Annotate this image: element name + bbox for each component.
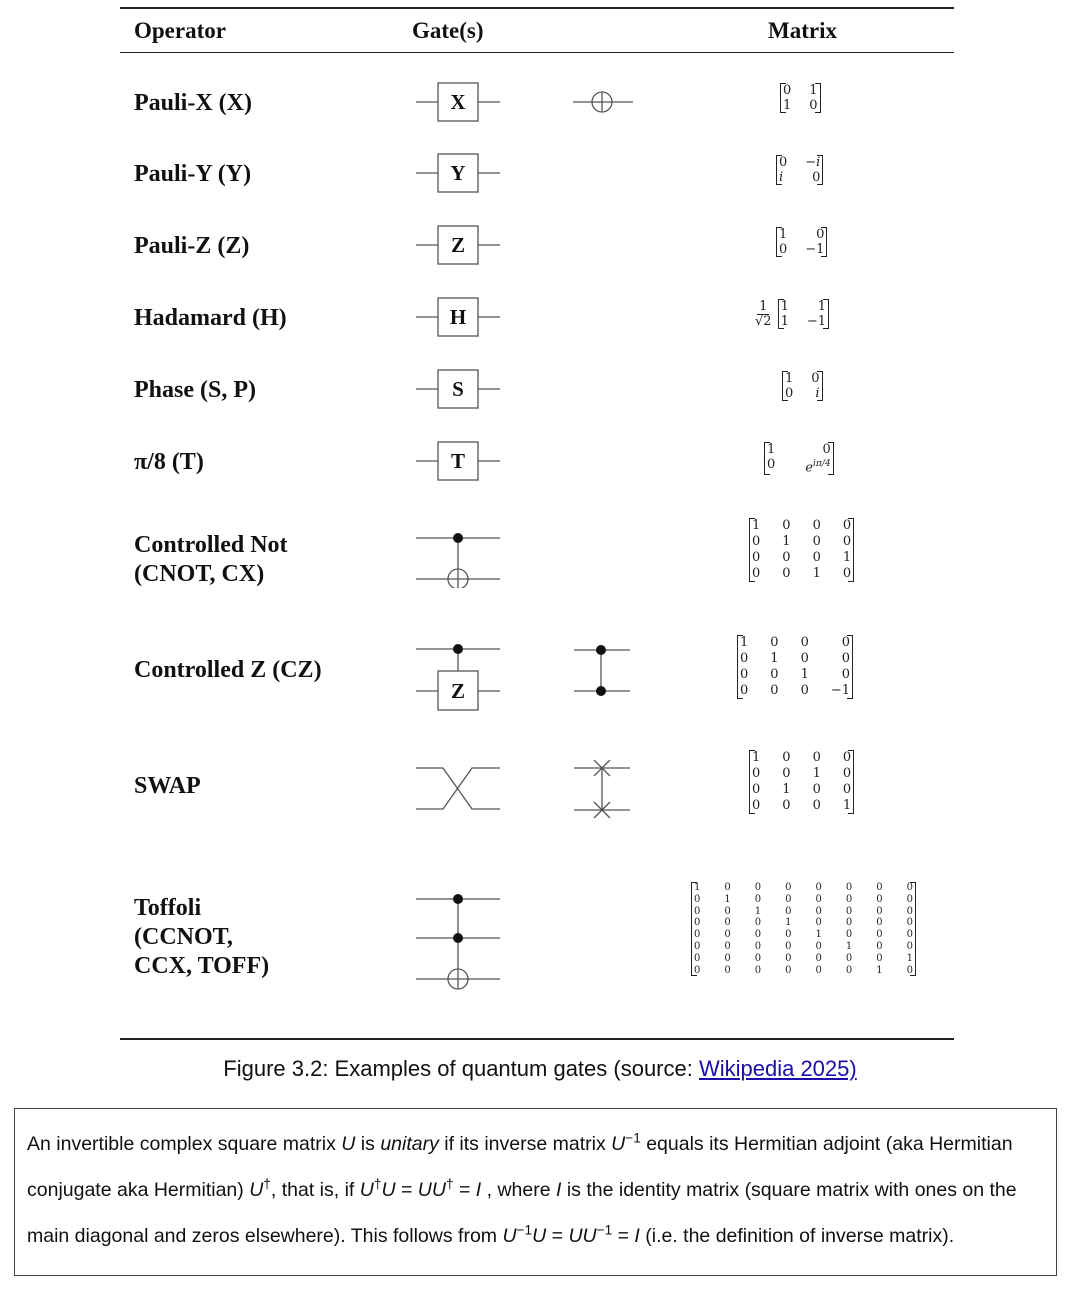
matrix-cell-r5-c1: 0 bbox=[724, 940, 731, 952]
hadamard-fraction bbox=[755, 300, 772, 329]
note-text-segment: An invertible complex square matrix bbox=[27, 1132, 342, 1155]
matrix-cell-r2-c1: 0 bbox=[724, 905, 731, 917]
note-superscript: † bbox=[445, 1176, 454, 1191]
gate-swap-cross-icon bbox=[416, 760, 500, 815]
matrix-cz bbox=[737, 635, 853, 699]
table-header-rule bbox=[120, 52, 954, 53]
matrix-cell-r0-c1: 1 bbox=[809, 83, 818, 98]
matrix-cell-r6-c0: 0 bbox=[694, 952, 701, 964]
matrix-cell-r5-c6: 0 bbox=[876, 940, 883, 952]
operator-swap: SWAP bbox=[134, 773, 201, 799]
matrix-cell-r5-c2: 0 bbox=[754, 940, 762, 952]
operator-pauli-x: Pauli-X (X) bbox=[134, 90, 252, 116]
matrix-cell-r1-c1: 1 bbox=[770, 651, 779, 666]
matrix-cell-r3-c1: 0 bbox=[724, 917, 731, 929]
header-operator: Operator bbox=[134, 18, 226, 43]
matrix-cell-r0-c2: 0 bbox=[800, 635, 809, 650]
matrix-cell-r2-c2: 1 bbox=[800, 667, 809, 682]
operator-toffoli-line-3: CCX, TOFF) bbox=[134, 953, 270, 979]
matrix-cell-r1-c4: 0 bbox=[815, 893, 822, 905]
matrix-cell-r1-c2: 1 bbox=[812, 766, 821, 781]
matrix-cell-r1-c1: 1 bbox=[724, 893, 731, 905]
matrix-cell-r4-c6: 0 bbox=[876, 929, 883, 941]
matrix-cell-r3-c3: 1 bbox=[842, 798, 852, 813]
matrix-cell-r3-c0: 0 bbox=[752, 798, 761, 813]
matrix-phase bbox=[782, 371, 823, 401]
matrix-cell-r2-c0: 0 bbox=[694, 905, 701, 917]
matrix-cell-r1-c1: 1 bbox=[782, 534, 791, 549]
note-math-symbol: U bbox=[611, 1132, 626, 1155]
matrix-grid bbox=[780, 83, 821, 113]
note-text-segment: , that is, if bbox=[270, 1178, 360, 1201]
matrix-cell-r3-c2: 0 bbox=[800, 683, 809, 698]
note-math-symbol: UU bbox=[417, 1178, 446, 1201]
matrix-cell-r1-c2: 0 bbox=[754, 893, 762, 905]
matrix-cell-r0-c0: 1 bbox=[785, 371, 794, 386]
matrix-cell-r7-c3: 0 bbox=[785, 964, 792, 976]
gate-toffoli-icon bbox=[416, 890, 500, 992]
note-math-symbol: UU bbox=[568, 1224, 597, 1247]
matrix-cell-r2-c2: 0 bbox=[812, 782, 821, 797]
matrix-pauli-y bbox=[776, 155, 823, 185]
matrix-cell-r0-c1: 0 bbox=[816, 227, 825, 242]
matrix-cell-r0-c2: 0 bbox=[812, 518, 821, 533]
matrix-cell-r1-c0: 0 bbox=[694, 893, 701, 905]
operator-cnot-line-2: (CNOT, CX) bbox=[134, 561, 265, 587]
matrix-cell-r0-c0: 1 bbox=[767, 442, 776, 457]
gate-h-label: H bbox=[449, 305, 467, 329]
matrix-cell-r2-c3: 0 bbox=[841, 667, 851, 682]
matrix-cell-r1-c3: 0 bbox=[842, 534, 852, 549]
matrix-cell-r1-c3: 0 bbox=[842, 766, 852, 781]
matrix-grid bbox=[737, 635, 853, 699]
matrix-toffoli bbox=[691, 882, 916, 976]
matrix-cell-r2-c5: 0 bbox=[845, 905, 853, 917]
caption-source-link[interactable]: Wikipedia 2025) bbox=[698, 1056, 857, 1081]
operator-cnot bbox=[134, 531, 288, 589]
matrix-cell-r1-c1: $e^{i\pi/4}$ bbox=[805, 459, 831, 476]
matrix-cell-r0-c1: 0 bbox=[811, 371, 820, 386]
matrix-cell-r0-c0: 0 bbox=[783, 83, 792, 98]
matrix-cell-r0-c2: 0 bbox=[812, 750, 821, 765]
note-text-segment: = bbox=[453, 1178, 476, 1201]
matrix-cell-r0-c6: 0 bbox=[876, 882, 883, 893]
matrix-cell-r3-c1: 0 bbox=[770, 683, 779, 698]
matrix-cell-r2-c4: 0 bbox=[815, 905, 822, 917]
matrix-grid bbox=[749, 750, 854, 814]
matrix-cell-r0-c1: −i bbox=[805, 155, 821, 170]
note-math-symbol: I bbox=[556, 1178, 562, 1201]
matrix-cell-r0-c1: 0 bbox=[724, 882, 731, 893]
gate-x-target-icon bbox=[573, 90, 633, 114]
header-gates: Gate(s) bbox=[412, 18, 484, 43]
matrix-cell-r3-c5: 0 bbox=[845, 917, 853, 929]
matrix-cell-r6-c6: 0 bbox=[876, 952, 883, 964]
operator-hadamard: Hadamard (H) bbox=[134, 305, 287, 331]
note-superscript: −1 bbox=[516, 1222, 533, 1237]
note-superscript: −1 bbox=[625, 1130, 641, 1145]
matrix-cell-r3-c7: 0 bbox=[906, 917, 913, 929]
matrix-cell-r3-c6: 0 bbox=[876, 917, 883, 929]
gate-z-label: Z bbox=[450, 233, 466, 257]
note-text-segment: equals its Hermitian adjoint (aka Hermitian conjugate aka Hermitian) bbox=[27, 1132, 1013, 1201]
matrix-cell-r2-c2: 1 bbox=[754, 905, 762, 917]
operator-toffoli-line-1: Toffoli bbox=[134, 895, 202, 921]
matrix-cell-r4-c3: 0 bbox=[785, 929, 792, 941]
note-math-symbol: U bbox=[381, 1178, 396, 1201]
gate-cnot-icon bbox=[416, 528, 500, 588]
note-math-symbol: unitary bbox=[380, 1132, 439, 1155]
note-text-segment: , where bbox=[481, 1178, 556, 1201]
matrix-cell-r3-c3: 0 bbox=[842, 566, 852, 581]
gate-x-box bbox=[416, 82, 500, 122]
matrix-cell-r2-c0: 0 bbox=[740, 667, 749, 682]
matrix-cell-r1-c5: 0 bbox=[845, 893, 853, 905]
matrix-cell-r3-c4: 0 bbox=[815, 917, 822, 929]
matrix-cell-r2-c3: 0 bbox=[842, 782, 852, 797]
gate-swap-x-icon bbox=[574, 760, 632, 820]
matrix-cell-r4-c0: 0 bbox=[694, 929, 701, 941]
matrix-cell-r0-c2: 0 bbox=[754, 882, 762, 893]
matrix-cell-r3-c0: 0 bbox=[694, 917, 701, 929]
note-text bbox=[27, 1130, 1017, 1247]
note-math-symbol: U bbox=[341, 1132, 356, 1155]
matrix-cell-r0-c1: 0 bbox=[782, 518, 791, 533]
matrix-grid bbox=[778, 299, 829, 329]
matrix-cell-r0-c3: 0 bbox=[842, 750, 852, 765]
gate-t-label: T bbox=[450, 449, 466, 473]
matrix-cell-r7-c2: 0 bbox=[754, 964, 762, 976]
matrix-cell-r5-c3: 0 bbox=[785, 940, 792, 952]
note-math-symbol: U bbox=[532, 1224, 547, 1247]
matrix-grid bbox=[776, 155, 823, 185]
matrix-cell-r6-c7: 1 bbox=[906, 952, 913, 964]
table-top-rule bbox=[120, 7, 954, 9]
matrix-cell-r3-c1: 0 bbox=[782, 798, 791, 813]
note-math-symbol: I bbox=[475, 1178, 482, 1201]
matrix-cell-r3-c2: 1 bbox=[812, 566, 821, 581]
gate-z-box bbox=[416, 225, 500, 265]
note-superscript: † bbox=[373, 1176, 382, 1191]
matrix-pauli-z bbox=[776, 227, 827, 257]
matrix-grid bbox=[691, 882, 916, 976]
matrix-cell-r3-c0: 0 bbox=[752, 566, 761, 581]
operator-toffoli-line-2: (CCNOT, bbox=[134, 924, 233, 950]
matrix-cell-r2-c3: 1 bbox=[842, 550, 852, 565]
matrix-cell-r0-c1: 0 bbox=[770, 635, 779, 650]
matrix-cell-r3-c1: 0 bbox=[782, 566, 791, 581]
note-math-symbol: U bbox=[359, 1178, 374, 1201]
operator-toffoli bbox=[134, 894, 269, 981]
matrix-cell-r0-c7: 0 bbox=[906, 882, 913, 893]
operator-phase: Phase (S, P) bbox=[134, 377, 256, 403]
matrix-cell-r6-c2: 0 bbox=[754, 952, 762, 964]
matrix-cell-r1-c1: −1 bbox=[806, 314, 827, 329]
note-math-symbol: I bbox=[634, 1224, 640, 1247]
note-text-segment: is bbox=[355, 1132, 381, 1155]
matrix-cell-r1-c0: 0 bbox=[779, 242, 788, 257]
caption-text: Figure 3.2: Examples of quantum gates (source: bbox=[223, 1056, 699, 1081]
operator-pauli-z: Pauli-Z (Z) bbox=[134, 233, 250, 259]
matrix-cell-r1-c2: 0 bbox=[812, 534, 821, 549]
header-matrix: Matrix bbox=[768, 18, 837, 43]
gate-cz-dots-icon bbox=[574, 640, 632, 700]
operator-cnot-line-1: Controlled Not bbox=[134, 532, 288, 558]
matrix-cell-r1-c7: 0 bbox=[906, 893, 913, 905]
note-superscript: † bbox=[263, 1176, 271, 1191]
matrix-swap bbox=[749, 750, 854, 814]
matrix-cell-r5-c7: 0 bbox=[906, 940, 913, 952]
matrix-cell-r2-c7: 0 bbox=[906, 905, 913, 917]
matrix-hadamard bbox=[755, 299, 829, 329]
note-superscript: −1 bbox=[596, 1222, 613, 1237]
hadamard-fraction-denominator: √2 bbox=[755, 313, 772, 329]
gate-cz-label: Z bbox=[450, 679, 466, 703]
matrix-cell-r1-c1: 0 bbox=[812, 170, 821, 185]
matrix-cell-r0-c0: 1 bbox=[694, 882, 701, 893]
table-bottom-rule bbox=[120, 1038, 954, 1040]
matrix-cell-r6-c1: 0 bbox=[724, 952, 731, 964]
gate-y-label: Y bbox=[450, 161, 466, 185]
note-text-segment: = bbox=[612, 1224, 635, 1247]
matrix-grid bbox=[782, 371, 823, 401]
matrix-cell-r2-c3: 0 bbox=[785, 905, 792, 917]
matrix-grid bbox=[776, 227, 827, 257]
matrix-cell-r7-c7: 0 bbox=[906, 964, 913, 976]
note-text-segment: = bbox=[546, 1224, 569, 1247]
matrix-cell-r2-c1: 0 bbox=[770, 667, 779, 682]
matrix-cell-r1-c6: 0 bbox=[876, 893, 883, 905]
matrix-grid bbox=[764, 442, 834, 475]
gate-cz-box-icon bbox=[416, 640, 500, 712]
note-text-segment: (i.e. the definition of inverse matrix). bbox=[639, 1224, 955, 1247]
operator-cz: Controlled Z (CZ) bbox=[134, 657, 322, 683]
matrix-cell-r3-c2: 0 bbox=[812, 798, 821, 813]
matrix-cell-r1-c0: 1 bbox=[783, 98, 792, 113]
matrix-grid bbox=[749, 518, 854, 582]
matrix-cell-r2-c0: 0 bbox=[752, 782, 761, 797]
matrix-cell-r1-c1: 0 bbox=[782, 766, 791, 781]
matrix-cell-r6-c3: 0 bbox=[785, 952, 792, 964]
matrix-cell-r1-c0: 0 bbox=[752, 766, 761, 781]
matrix-cell-r0-c3: 0 bbox=[785, 882, 792, 893]
note-text-segment: if its inverse matrix bbox=[438, 1132, 612, 1155]
matrix-pauli-x bbox=[780, 83, 821, 113]
matrix-cell-r7-c6: 1 bbox=[876, 964, 883, 976]
matrix-cell-r4-c5: 0 bbox=[845, 929, 853, 941]
matrix-cell-r0-c0: 1 bbox=[779, 227, 788, 242]
matrix-cell-r2-c0: 0 bbox=[752, 550, 761, 565]
matrix-cell-r0-c0: 1 bbox=[752, 750, 761, 765]
note-math-symbol: U bbox=[502, 1224, 517, 1247]
matrix-cnot bbox=[749, 518, 854, 582]
matrix-cell-r4-c1: 0 bbox=[724, 929, 731, 941]
matrix-cell-r0-c0: 1 bbox=[780, 299, 789, 314]
matrix-cell-r0-c0: 1 bbox=[740, 635, 749, 650]
gate-y-box bbox=[416, 153, 500, 193]
matrix-cell-r1-c0: 1 bbox=[780, 314, 789, 329]
matrix-cell-r2-c6: 0 bbox=[876, 905, 883, 917]
matrix-cell-r3-c2: 0 bbox=[754, 917, 762, 929]
matrix-cell-r5-c4: 0 bbox=[815, 940, 822, 952]
matrix-cell-r6-c5: 0 bbox=[845, 952, 853, 964]
matrix-t bbox=[764, 442, 834, 475]
matrix-cell-r5-c5: 1 bbox=[845, 940, 853, 952]
matrix-cell-r7-c5: 0 bbox=[845, 964, 853, 976]
matrix-cell-r3-c3: 1 bbox=[785, 917, 792, 929]
matrix-cell-r2-c1: 0 bbox=[782, 550, 791, 565]
matrix-cell-r0-c3: 0 bbox=[842, 518, 852, 533]
matrix-cell-r0-c1: 1 bbox=[817, 299, 827, 314]
gate-t-box bbox=[416, 441, 500, 481]
gate-s-box bbox=[416, 369, 500, 409]
matrix-cell-r7-c4: 0 bbox=[815, 964, 822, 976]
matrix-cell-r4-c7: 0 bbox=[906, 929, 913, 941]
note-text-segment: is the identity matrix (square matrix with ones on the main diagonal and zeros elsewhere). This follows from bbox=[27, 1178, 1017, 1247]
matrix-cell-r1-c0: 0 bbox=[767, 457, 776, 472]
matrix-cell-r0-c1: 0 bbox=[782, 750, 791, 765]
matrix-cell-r1-c1: 0 bbox=[809, 98, 818, 113]
matrix-cell-r1-c1: −1 bbox=[805, 242, 825, 257]
matrix-cell-r1-c3: 0 bbox=[841, 651, 851, 666]
matrix-cell-r4-c4: 1 bbox=[815, 929, 822, 941]
figure-caption bbox=[0, 1056, 1080, 1082]
matrix-cell-r0-c0: 0 bbox=[779, 155, 788, 170]
matrix-cell-r2-c1: 1 bbox=[782, 782, 791, 797]
operator-pauli-y: Pauli-Y (Y) bbox=[134, 161, 252, 187]
note-math-symbol: U bbox=[249, 1178, 264, 1201]
gate-s-label: S bbox=[452, 377, 464, 401]
matrix-cell-r0-c1: 0 bbox=[822, 442, 831, 457]
note-text-segment: = bbox=[395, 1178, 418, 1201]
matrix-cell-r3-c3: −1 bbox=[830, 683, 851, 698]
matrix-cell-r2-c2: 0 bbox=[812, 550, 821, 565]
matrix-cell-r0-c5: 0 bbox=[845, 882, 853, 893]
matrix-cell-r0-c3: 0 bbox=[841, 635, 851, 650]
matrix-cell-r1-c3: 0 bbox=[785, 893, 792, 905]
matrix-cell-r4-c2: 0 bbox=[754, 929, 762, 941]
matrix-cell-r1-c0: 0 bbox=[752, 534, 761, 549]
matrix-cell-r5-c0: 0 bbox=[694, 940, 701, 952]
matrix-cell-r0-c4: 0 bbox=[815, 882, 822, 893]
matrix-cell-r7-c0: 0 bbox=[694, 964, 701, 976]
matrix-cell-r1-c0: 0 bbox=[740, 651, 749, 666]
hadamard-fraction-numerator: 1 bbox=[759, 298, 768, 314]
matrix-cell-r3-c0: 0 bbox=[740, 683, 749, 698]
matrix-cell-r7-c1: 0 bbox=[724, 964, 731, 976]
gate-x-label: X bbox=[450, 90, 466, 114]
gate-h-box bbox=[416, 297, 500, 337]
matrix-cell-r1-c2: 0 bbox=[800, 651, 809, 666]
matrix-cell-r1-c0: i bbox=[779, 170, 784, 185]
matrix-cell-r1-c1: i bbox=[815, 386, 820, 401]
operator-t: π/8 (T) bbox=[134, 449, 204, 475]
matrix-cell-r1-c0: 0 bbox=[785, 386, 794, 401]
matrix-cell-r6-c4: 0 bbox=[815, 952, 822, 964]
unitary-definition-note bbox=[14, 1108, 1057, 1276]
matrix-cell-r0-c0: 1 bbox=[752, 518, 761, 533]
